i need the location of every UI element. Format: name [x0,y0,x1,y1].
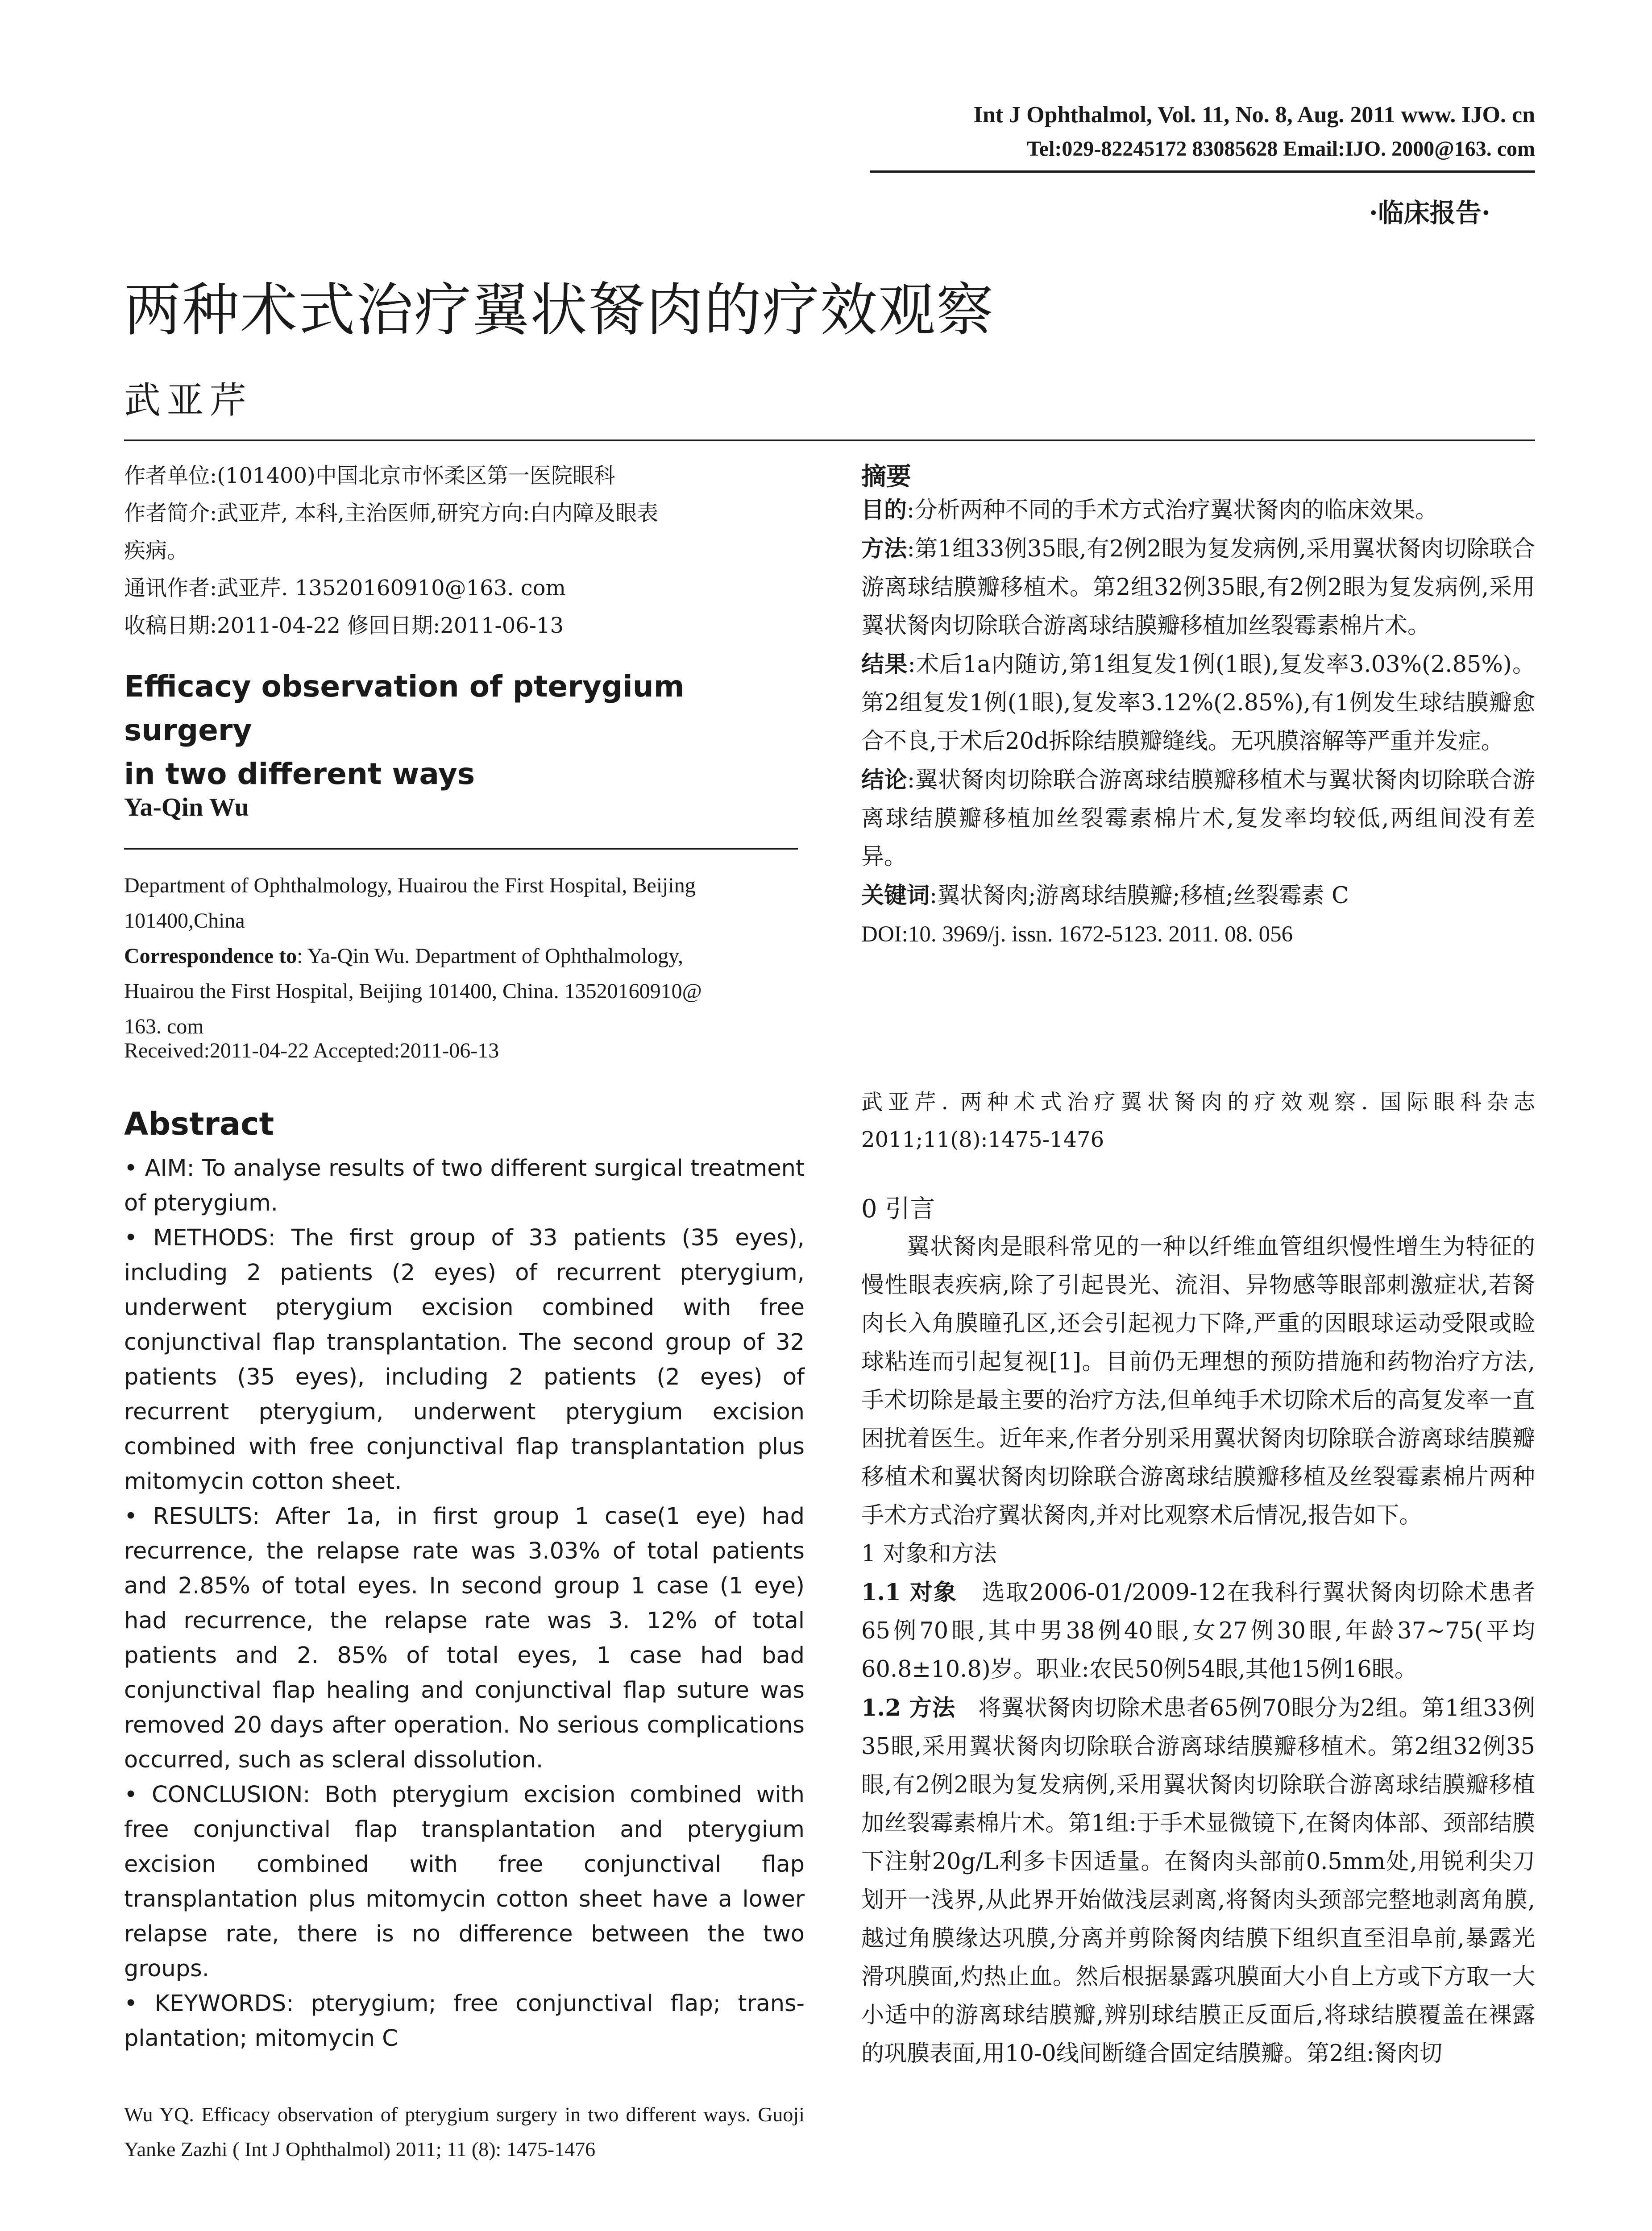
dept-line: 101400,China [124,909,245,933]
subsection-heading: 1.2 方法 [861,1695,955,1721]
doi: DOI:10. 3969/j. issn. 1672-5123. 2011. 08. 056 [861,922,1293,947]
info-line: 收稿日期:2011-04-22 修回日期:2011-06-13 [124,613,564,638]
abstract-cn-heading: 摘要 [861,462,911,491]
abstract-en [124,1151,805,2056]
author-rule [124,848,798,850]
abstract-cn-aim [861,491,1535,530]
correspondence-line [124,938,805,974]
info-line: 作者单位:(101400)中国北京市怀柔区第一医院眼科 [124,463,615,488]
author-name-cn: 武亚芹 [124,379,253,422]
subsection-1-2 [861,1689,1535,2073]
text: :翼状胬肉切除联合游离球结膜瓣移植术与翼状胬肉切除联合游离球结膜瓣移植加丝裂霉素棉片术,复发率均较低,两组间没有差异。 [861,767,1535,870]
affiliation-en [124,868,805,1044]
section-tag: ·临床报告· [1369,198,1490,228]
subsection-heading: 1.1 对象 [861,1579,958,1606]
section-heading: 1 对象和方法 [861,1541,997,1567]
correspondence-line: Huairou the First Hospital, Beijing 101400, China. 13520160910@ [124,979,702,1003]
abstract-cn-conclusion [861,761,1535,876]
subsection-text: 将翼状胬肉切除术患者65例70眼分为2组。第1组33例35眼,采用翼状胬肉切除联合游离球结膜瓣移植术。第2组32例35眼,有2例2眼为复发病例,采用翼状胬肉切除联合游离球结膜瓣移植加丝裂霉素棉片术。第1组:于手术显微镜下,在胬肉体部、颈部结膜下注射20g/L利多卡因适量。在胬肉头部前0.5mm处,用锐利尖刀划开一浅界,从此界开始做浅层剥离,将胬肉头颈部完整地剥离角膜,越过角膜缘达巩膜,分离并剪除胬肉结膜下组织直至泪阜前,暴露光滑巩膜面,灼热止血。然后根据暴露巩膜面大小自上方或下方取一大小适中的游离球结膜瓣,辨别球结膜正反面后,将球结膜覆盖在裸露的巩膜表面,用10-0线间断缝合固定结膜瓣。第2组:胬肉切 [861,1695,1535,2067]
citation-en: Wu YQ. Efficacy observation of pterygium surgery in two different ways. Guoji Yanke Zazhi ( Int J Ophthalmol) 2011; 11 (8): 1475-1476 [124,2103,805,2161]
label: 关键词 [861,882,930,909]
correspondence-line: 163. com [124,1015,204,1038]
journal-header: Int J Ophthalmol, Vol. 11, No. 8, Aug. 2011 www. IJO. cn [973,102,1535,128]
label: 结果 [861,651,908,678]
info-line: 通讯作者:武亚芹. 13520160910@163. com [124,576,566,601]
body-text [861,1228,1535,2073]
title-en-line: Efficacy observation of pterygium surgery [124,669,685,747]
abstract-conclusion: • CONCLUSION: Both pterygium excision combined with free conjunctival flap transplantation and pterygium excision combined with free conjunctival flap transplantation plus mitomycin cotton sheet have a lower relapse rate, there is no difference between the two groups. [124,1782,805,1982]
text: :分析两种不同的手术方式治疗翼状胬肉的临床效果。 [907,497,1438,523]
intro-heading: 0 引言 [861,1194,935,1223]
abstract-cn-methods [861,530,1535,645]
abstract-results: • RESULTS: After 1a, in first group 1 case(1 eye) had recurrence, the relapse rate was 3.03% of total patients and 2.85% of total eyes. In second group 1 case (1 eye) had recurrence, the relapse rate was 3. 12% of total patients and 2. 85% of total eyes, 1 case had bad conjunctival flap healing and conjunctival flap suture was removed 20 days after operation. No serious complications occurred, such as scleral dissolution. [124,1503,805,1773]
article-title-cn: 两种术式治疗翼状胬肉的疗效观察 [124,277,995,344]
intro-paragraph: 翼状胬肉是眼科常见的一种以纤维血管组织慢性增生为特征的慢性眼表疾病,除了引起畏光、流泪、异物感等眼部刺激症状,若胬肉长入角膜瞳孔区,还会引起视力下降,严重的因眼球运动受限或睑球粘连而引起复视[1]。目前仍无理想的预防措施和药物治疗方法,手术切除是最主要的治疗方法,但单纯手术切除术后的高复发率一直困扰着医生。近年来,作者分别采用翼状胬肉切除联合游离球结膜瓣移植术和翼状胬肉切除联合游离球结膜瓣移植及丝裂霉素棉片两种手术方式治疗翼状胬肉,并对比观察术后情况,报告如下。 [861,1234,1535,1529]
title-en-line: in two different ways [124,757,475,791]
dept-line: Department of Ophthalmology, Huairou the First Hospital, Beijing [124,874,696,897]
author-info [124,457,805,644]
abstract-cn-keywords [861,876,1535,915]
citation-cn: 武亚芹. 两种术式治疗翼状胬肉的疗效观察. 国际眼科杂志 2011;11(8):1475-1476 [861,1090,1535,1152]
article-title-en [124,665,805,796]
title-rule [124,440,1535,441]
subsection-1-1 [861,1573,1535,1689]
text: :术后1a内随访,第1组复发1例(1眼),复发率3.03%(2.85%)。第2组复发1例(1眼),复发率3.12%(2.85%),有1例发生球结膜瓣愈合不良,于术后20d拆除结膜瓣缝线。无巩膜溶解等严重并发症。 [861,651,1535,755]
text: :翼状胬肉;游离球结膜瓣;移植;丝裂霉素 C [930,883,1349,909]
subsection-text: 选取2006-01/2009-12在我科行翼状胬肉切除术患者65例70眼,其中男38例40眼,女27例30眼,年龄37~75(平均60.8±10.8)岁。职业:农民50例54眼,其他15例16眼。 [861,1580,1535,1683]
abstract-aim: • AIM: To analyse results of two different surgical treatment of pterygium. [124,1155,805,1216]
correspondence-label: Correspondence to [124,944,297,968]
abstract-cn-results [861,645,1535,761]
journal-contact: Tel:029-82245172 83085628 Email:IJO. 2000@163. com [1027,137,1535,161]
label: 方法 [861,535,907,562]
info-line: 疾病。 [124,538,189,563]
correspondence-text: : Ya-Qin Wu. Department of Ophthalmology, [297,944,684,968]
info-line: 作者简介:武亚芹, 本科,主治医师,研究方向:白内障及眼表 [124,501,659,526]
received-dates-en: Received:2011-04-22 Accepted:2011-06-13 [124,1039,499,1062]
author-name-en: Ya-Qin Wu [124,792,249,821]
abstract-heading: Abstract [124,1106,274,1142]
text: :第1组33例35眼,有2例2眼为复发病例,采用翼状胬肉切除联合游离球结膜瓣移植术。第2组32例35眼,有2例2眼为复发病例,采用翼状胬肉切除联合游离球结膜瓣移植加丝裂霉素棉片术。 [861,536,1535,639]
label: 结论 [861,767,907,793]
abstract-keywords: • KEYWORDS: pterygium; free conjunctival flap; trans-plantation; mitomycin C [124,1990,805,2052]
header-rule [870,170,1535,173]
label: 目的 [861,497,907,523]
abstract-cn [861,491,1535,954]
abstract-methods: • METHODS: The first group of 33 patients (35 eyes), including 2 patients (2 eyes) of recurrent pterygium, underwent pterygium excision combined with free conjunctival flap transplantation. The second group of 32 patients (35 eyes), including 2 patients (2 eyes) of recurrent pterygium, underwent pterygium excision combined with free conjunctival flap transplantation plus mitomycin cotton sheet. [124,1225,805,1495]
